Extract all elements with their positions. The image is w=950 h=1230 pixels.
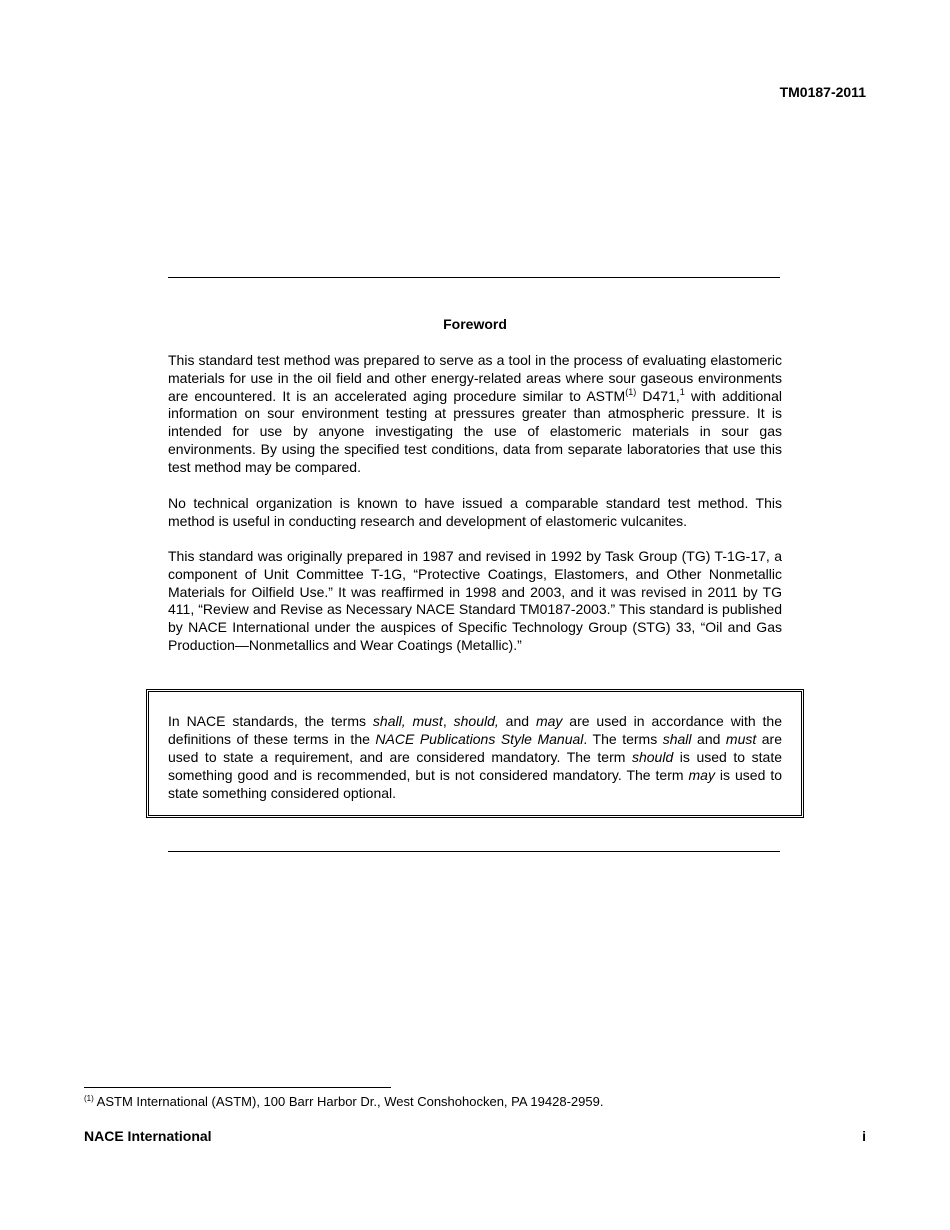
p1-text-b: D471, bbox=[636, 387, 680, 404]
p1-text-c: with additional information on sour environment testing at pressures greater than atmospheric pressure. It is intended for use by anyone investigating the use of elastomeric materials in sour gas environments. By using the specified test conditions, data from separate laboratories that use this test method may be compared. bbox=[168, 387, 782, 475]
notice-text: , bbox=[442, 713, 454, 729]
notice-term: may bbox=[535, 713, 563, 729]
astm-footnote-marker: (1) bbox=[625, 386, 637, 397]
notice-text: are used in accordance with the definitions of these terms in the bbox=[168, 713, 782, 747]
footer-organization: NACE International bbox=[84, 1128, 212, 1144]
footnote-text: ASTM International (ASTM), 100 Barr Harbor Dr., West Conshohocken, PA 19428-2959. bbox=[93, 1094, 604, 1109]
document-id: TM0187-2011 bbox=[779, 84, 866, 100]
notice-text: and bbox=[498, 713, 536, 729]
notice-text: In NACE standards, the terms bbox=[168, 713, 373, 729]
terminology-notice-box bbox=[146, 689, 804, 818]
page-number: i bbox=[862, 1128, 866, 1144]
foreword-heading: Foreword bbox=[443, 316, 507, 332]
notice-text: and bbox=[691, 731, 726, 747]
terminology-notice-text bbox=[168, 712, 782, 802]
notice-term: shall bbox=[662, 731, 692, 747]
notice-text: is used to state something considered optional. bbox=[168, 767, 782, 801]
notice-term: may bbox=[688, 767, 715, 783]
foreword-paragraph-3: This standard was originally prepared in 1987 and revised in 1992 by Task Group (TG) T-1G-17, a component of Unit Committee T-1G, “Protective Coatings, Elastomers, and Other Nonmetallic Materials for Oilfield Use.” It was reaffirmed in 1998 and 2003, and it was revised in 2011 by TG 411, “Review and Revise as Necessary NACE Standard TM0187-2003.” This standard is published by NACE International under the auspices of Specific Technology Group (STG) 33, “Oil and Gas Production—Nonmetallics and Wear Coatings (Metallic).” bbox=[168, 548, 782, 653]
notice-term: should bbox=[631, 749, 674, 765]
notice-term: must bbox=[725, 731, 757, 747]
footnote-divider bbox=[84, 1087, 391, 1088]
top-divider bbox=[168, 277, 780, 278]
bottom-divider bbox=[168, 851, 780, 852]
notice-text: . The terms bbox=[583, 731, 663, 747]
notice-manual-title: NACE Publications Style Manual bbox=[375, 731, 584, 747]
notice-term: should, bbox=[453, 713, 499, 729]
notice-text: is used to state something good and is recommended, but is not considered mandatory. The term bbox=[168, 749, 783, 783]
footnote-marker: (1) bbox=[84, 1094, 94, 1103]
footnote bbox=[84, 1094, 603, 1109]
foreword-paragraph-2: No technical organization is known to have issued a comparable standard test method. This method is useful in conducting research and development of elastomeric vulcanites. bbox=[168, 495, 782, 529]
reference-marker: 1 bbox=[679, 386, 685, 397]
notice-text: are used to state a requirement, and are considered mandatory. The term bbox=[168, 731, 782, 765]
foreword-paragraph-1 bbox=[168, 352, 782, 477]
p1-text-a: This standard test method was prepared to serve as a tool in the process of evaluating elastomeric materials for use in the oil field and other energy-related areas where sour gaseous environments are encountered. It is an accelerated aging procedure similar to ASTM bbox=[168, 352, 782, 404]
notice-term: shall, must bbox=[372, 713, 443, 729]
